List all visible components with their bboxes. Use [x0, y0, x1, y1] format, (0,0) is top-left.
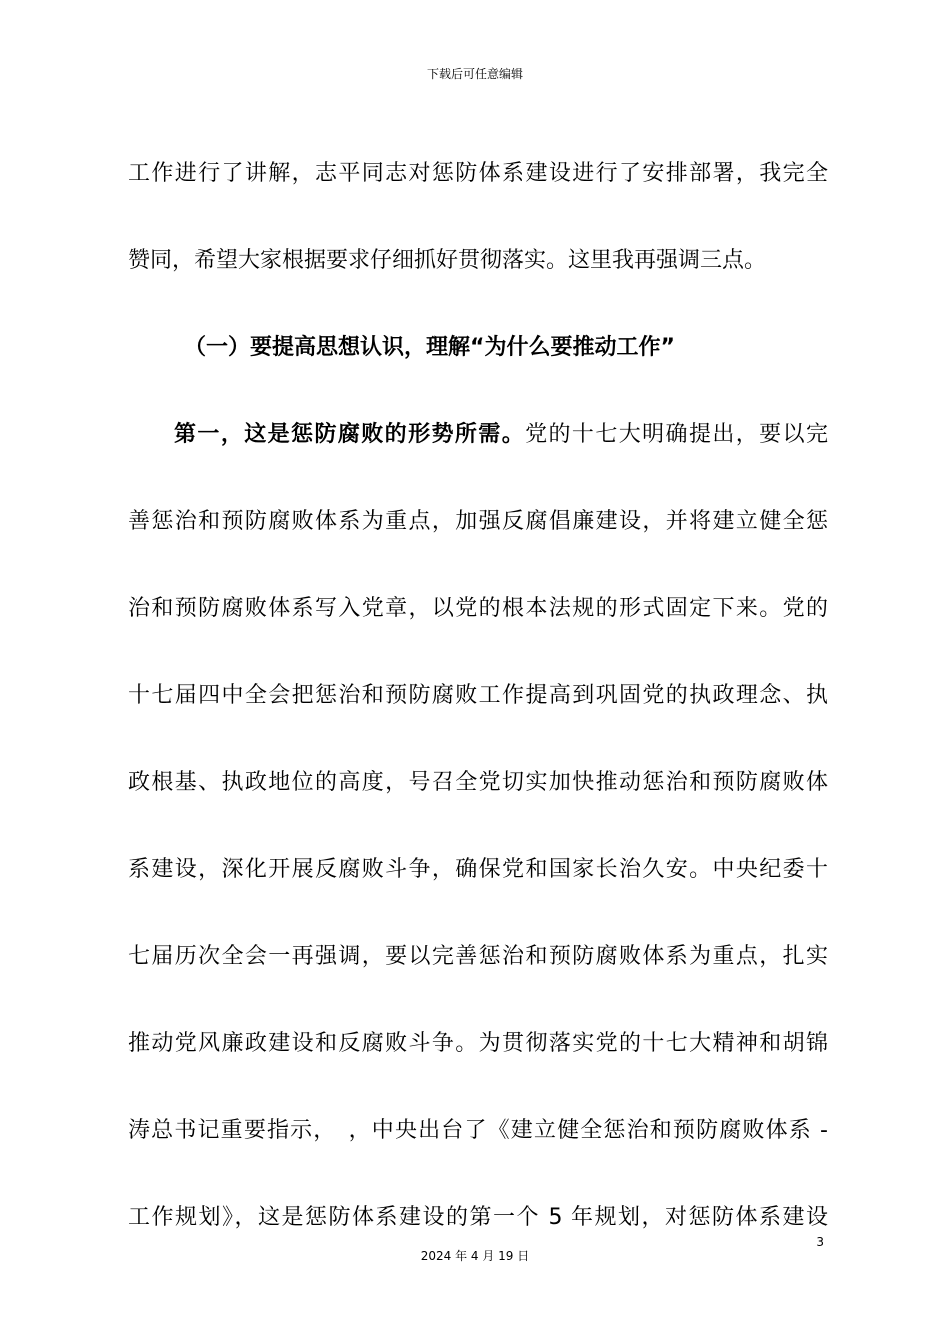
paragraph-line: 赞同，希望大家根据要求仔细抓好贯彻落实。这里我再强调三点。: [128, 248, 767, 273]
paragraph-line: 政根基、执政地位的高度，号召全党切实加快推动惩治和预防腐败体: [128, 770, 828, 795]
paragraph-line: 工作进行了讲解，志平同志对惩防体系建设进行了安排部署，我完全: [128, 161, 828, 186]
paragraph-first-line: [128, 391, 828, 478]
page-footer-date: 2024 年 4 月 19 日: [420, 1249, 530, 1263]
page-number: 3: [816, 1235, 824, 1249]
bold-lead-sentence: 第一，这是惩防腐败的形势所需。: [174, 422, 526, 447]
paragraph-line: 治和预防腐败体系写入党章，以党的根本法规的形式固定下来。党的: [128, 596, 828, 621]
paragraph-line: 工作规划》，这是惩防体系建设的第一个 5 年规划，对惩防体系建设: [128, 1205, 828, 1230]
paragraph-line: 推动党风廉政建设和反腐败斗争。为贯彻落实党的十七大精神和胡锦: [128, 1031, 828, 1056]
paragraph-line: 十七届四中全会把惩治和预防腐败工作提高到巩固党的执政理念、执: [128, 683, 828, 708]
paragraph-line: 七届历次全会一再强调，要以完善惩治和预防腐败体系为重点，扎实: [128, 944, 828, 969]
paragraph-line: 善惩治和预防腐败体系为重点，加强反腐倡廉建设，并将建立健全惩: [128, 509, 828, 534]
lead-sentence-rest: 党的十七大明确提出，要以完: [525, 422, 828, 447]
page-header: 下载后可任意编辑: [426, 67, 523, 81]
document-body: [128, 130, 828, 1261]
paragraph-line: 系建设，深化开展反腐败斗争，确保党和国家长治久安。中央纪委十: [128, 857, 828, 882]
paragraph-line: 涛总书记重要指示， ，中央出台了《建立健全惩治和预防腐败体系 -: [128, 1118, 828, 1143]
section-heading: （一）要提高思想认识，理解“为什么要推动工作”: [184, 335, 675, 360]
